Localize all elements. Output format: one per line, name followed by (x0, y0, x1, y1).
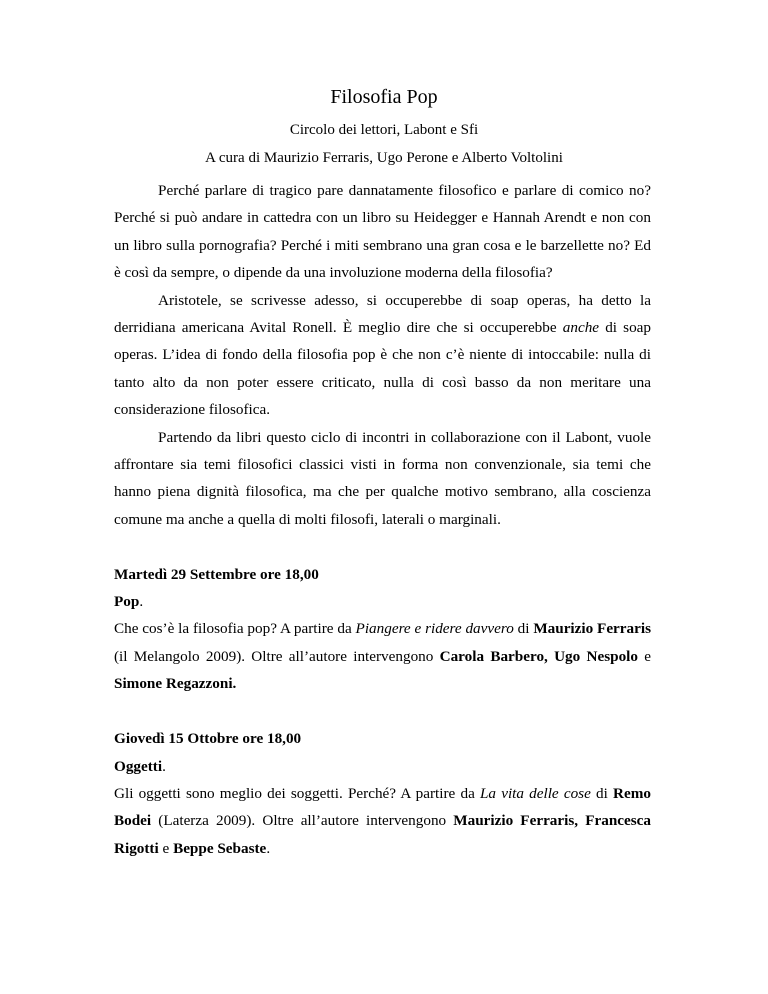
event-2-date-text: Giovedì 15 Ottobre ore 18,00 (114, 730, 302, 748)
event-2-guests-b: Beppe Sebaste (173, 839, 267, 857)
subtitle-curators: A cura di Maurizio Ferraris, Ugo Perone e Alberto Voltolini (205, 150, 563, 166)
event-1-description (114, 615, 651, 697)
event-2-text-1: Gli oggetti sono meglio dei soggetti. Perché? A partire da (114, 784, 480, 802)
intro-paragraph-2-text-a: Aristotele, se scrivesse adesso, si occuperebbe di soap operas, ha detto la derridiana americana Avital Ronell. È meglio dire che si occuperebbe (114, 291, 651, 337)
spacer (114, 698, 651, 725)
event-2-topic-text: Oggetti (114, 757, 163, 775)
event-2-text-3: (Laterza 2009). Oltre all’autore intervengono (151, 812, 454, 830)
intro-paragraph-3: Partendo da libri questo ciclo di incontri in collaborazione con il Labont, vuole affrontare sia temi filosofici classici visti in forma non convenzionale, sia temi che hanno piena dignità filosofica, ma che per qualche motivo sembrano, alla coscienza comune ma anche a quella di molti filosofi, laterali o marginali. (114, 428, 651, 528)
event-2-topic (114, 753, 651, 780)
event-1-book-title: Piangere e ridere davvero (355, 620, 514, 638)
page-title: Filosofia Pop (330, 86, 438, 108)
intro-paragraph-2-emphasis: anche (562, 319, 600, 337)
event-2-text-4: e (158, 839, 174, 857)
event-2-topic-suffix: . (162, 757, 166, 775)
event-2-guests-a: Maurizio Ferraris, Francesca Rigotti (114, 812, 651, 857)
event-1-text-1: Che cos’è la filosofia pop? A partire da (114, 620, 356, 638)
event-1-guests-b: Simone Regazzoni. (114, 675, 237, 693)
event-2-author: Remo Bodei (114, 784, 651, 830)
event-1-text-3: (il Melangolo 2009). Oltre all’autore intervengono (114, 647, 440, 665)
intro-paragraph-2 (114, 287, 651, 424)
event-1-text-4: e (637, 647, 651, 665)
intro-paragraph-2-text-b: di soap operas. L’idea di fondo della filosofia pop è che non c’è niente di intoccabile: nulla di tanto alto da non poter essere criticato, nulla di così basso da non meritare una considerazione filosofica. (114, 319, 652, 419)
event-2-text-5: . (266, 839, 271, 857)
event-1-topic (114, 588, 651, 615)
event-2-book-title: La vita delle cose (479, 784, 591, 802)
event-1-author: Maurizio Ferraris (533, 620, 652, 638)
event-1-date-text: Martedì 29 Settembre ore 18,00 (114, 565, 319, 583)
document-body (114, 177, 651, 862)
event-2-text-2: di (590, 784, 613, 802)
intro-paragraph-1: Perché parlare di tragico pare dannatamente filosofico e parlare di comico no? Perché si può andare in cattedra con un libro su Heidegger e Hannah Arendt e non con un libro sulla pornografia? Perché i miti sembrano una gran cosa e le barzellette no? Ed è così da sempre, o dipende da una involuzione moderna della filosofia? (114, 182, 651, 282)
event-2-description (114, 780, 651, 862)
event-1-text-2: di (513, 620, 534, 638)
event-2-date (114, 725, 651, 752)
event-1-topic-suffix: . (139, 593, 144, 611)
subtitle-venue: Circolo dei lettori, Labont e Sfi (289, 122, 479, 138)
event-1-topic-text: Pop (114, 593, 140, 611)
event-1-guests-a: Carola Barbero, Ugo Nespolo (439, 647, 638, 665)
event-1-date (114, 561, 651, 588)
spacer (114, 533, 651, 560)
